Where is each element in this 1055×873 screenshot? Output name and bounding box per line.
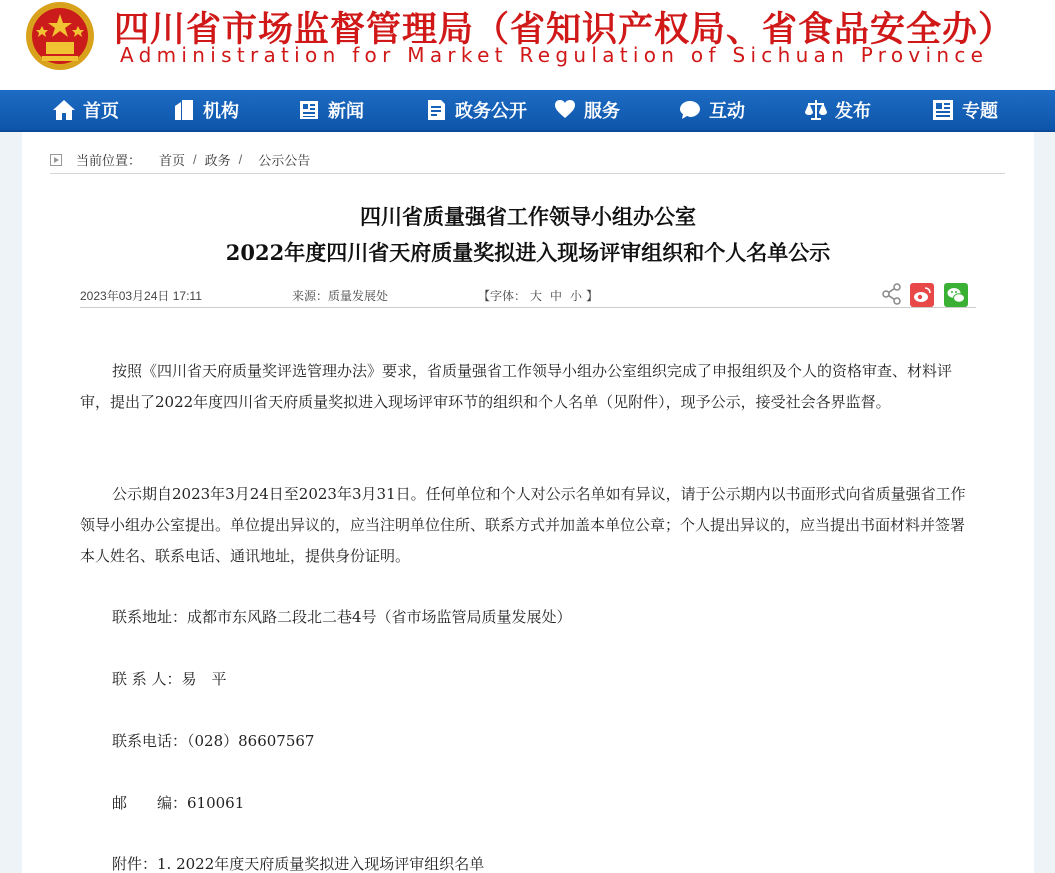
breadcrumb-separator: /	[238, 152, 243, 167]
nav-item-news[interactable]	[297, 90, 364, 130]
article-paragraph-1: 按照《四川省天府质量奖评选管理办法》要求，省质量强省工作领导小组办公室组织完成了申报组织及个人的资格审查、材料评审，提出了2022年度四川省天府质量奖拟进入现场评审环节的组织和个人名单（见附件），现予公示，接受社会各界监督。	[80, 362, 953, 411]
nav-item-topics[interactable]	[931, 90, 998, 130]
site-title-cn[interactable]: 四川省市场监督管理局（省知识产权局、省食品安全办）	[114, 10, 1015, 50]
nav-item-label: 首页	[83, 101, 119, 121]
site-header	[0, 0, 1055, 90]
share-icon[interactable]	[882, 283, 902, 305]
nav-item-label: 互动	[709, 101, 745, 121]
article-source: 来源：质量发展处	[292, 289, 389, 303]
site-title-en: Administration for Market Regulation of Sichuan Province	[120, 43, 989, 67]
building-icon	[172, 98, 196, 122]
breadcrumb-prefix: 当前位置：	[76, 153, 142, 168]
contact-address: 联系地址：成都市东风路二段北二巷4号（省市场监管局质量发展处）	[112, 608, 572, 626]
location-icon	[50, 154, 62, 166]
font-size-switcher	[478, 287, 598, 304]
breadcrumb-announcements[interactable]: 公示公告	[258, 153, 311, 168]
national-emblem-icon[interactable]	[20, 0, 100, 74]
home-icon	[52, 98, 76, 122]
font-label-open: 【字体：	[478, 289, 527, 303]
nav-item-services[interactable]	[553, 90, 620, 130]
nav-item-label: 政务公开	[455, 101, 527, 121]
news-icon	[297, 98, 321, 122]
breadcrumb-home[interactable]: 首页	[159, 153, 186, 168]
nav-item-interaction[interactable]	[678, 90, 745, 130]
breadcrumb-separator: /	[193, 152, 197, 167]
contact-phone: 联系电话：（028）86607567	[112, 732, 315, 750]
nav-item-label: 发布	[835, 101, 871, 121]
publish-date: 2023年03月24日 17:11	[80, 289, 202, 303]
heart-hand-icon	[553, 98, 577, 122]
attachment-link-1[interactable]: 附件：1. 2022年度天府质量奖拟进入现场评审组织名单	[112, 855, 485, 873]
font-small-button[interactable]: 小	[570, 289, 583, 303]
font-medium-button[interactable]: 中	[550, 289, 563, 303]
weibo-icon[interactable]	[910, 283, 934, 307]
wechat-icon[interactable]	[944, 283, 968, 307]
article-title-line1: 四川省质量强省工作领导小组办公室	[360, 204, 696, 229]
font-label-close: 】	[586, 289, 599, 303]
chat-icon	[678, 98, 702, 122]
nav-item-organization[interactable]	[172, 90, 239, 130]
contact-postcode: 邮 编：610061	[112, 794, 245, 812]
article-paragraph-2: 公示期自2023年3月24日至2023年3月31日。任何单位和个人对公示名单如有异议，请于公示期内以书面形式向省质量强省工作领导小组办公室提出。单位提出异议的，应当注明单位住所、联系方式并加盖本单位公章；个人提出异议的，应当提出书面材料并签署本人姓名、联系电话、通讯地址，提供身份证明。	[80, 485, 966, 565]
breadcrumb	[50, 146, 1005, 174]
nav-item-publish[interactable]	[804, 90, 871, 130]
nav-item-label: 新闻	[328, 101, 364, 121]
breadcrumb-affairs[interactable]: 政务	[204, 153, 231, 168]
contact-person: 联 系 人：易 平	[112, 670, 227, 688]
nav-item-label: 服务	[584, 101, 620, 121]
article-meta	[80, 282, 976, 308]
nav-item-label: 机构	[203, 101, 239, 121]
font-large-button[interactable]: 大	[530, 289, 543, 303]
nav-item-gov-affairs[interactable]	[424, 90, 527, 130]
nav-item-home[interactable]	[52, 90, 119, 130]
grid-icon	[931, 98, 955, 122]
article-title-line2: 2022年度四川省天府质量奖拟进入现场评审组织和个人名单公示	[225, 240, 831, 265]
nav-item-label: 专题	[962, 101, 998, 121]
scales-icon	[804, 98, 828, 122]
main-nav	[0, 90, 1055, 132]
document-icon	[424, 98, 448, 122]
